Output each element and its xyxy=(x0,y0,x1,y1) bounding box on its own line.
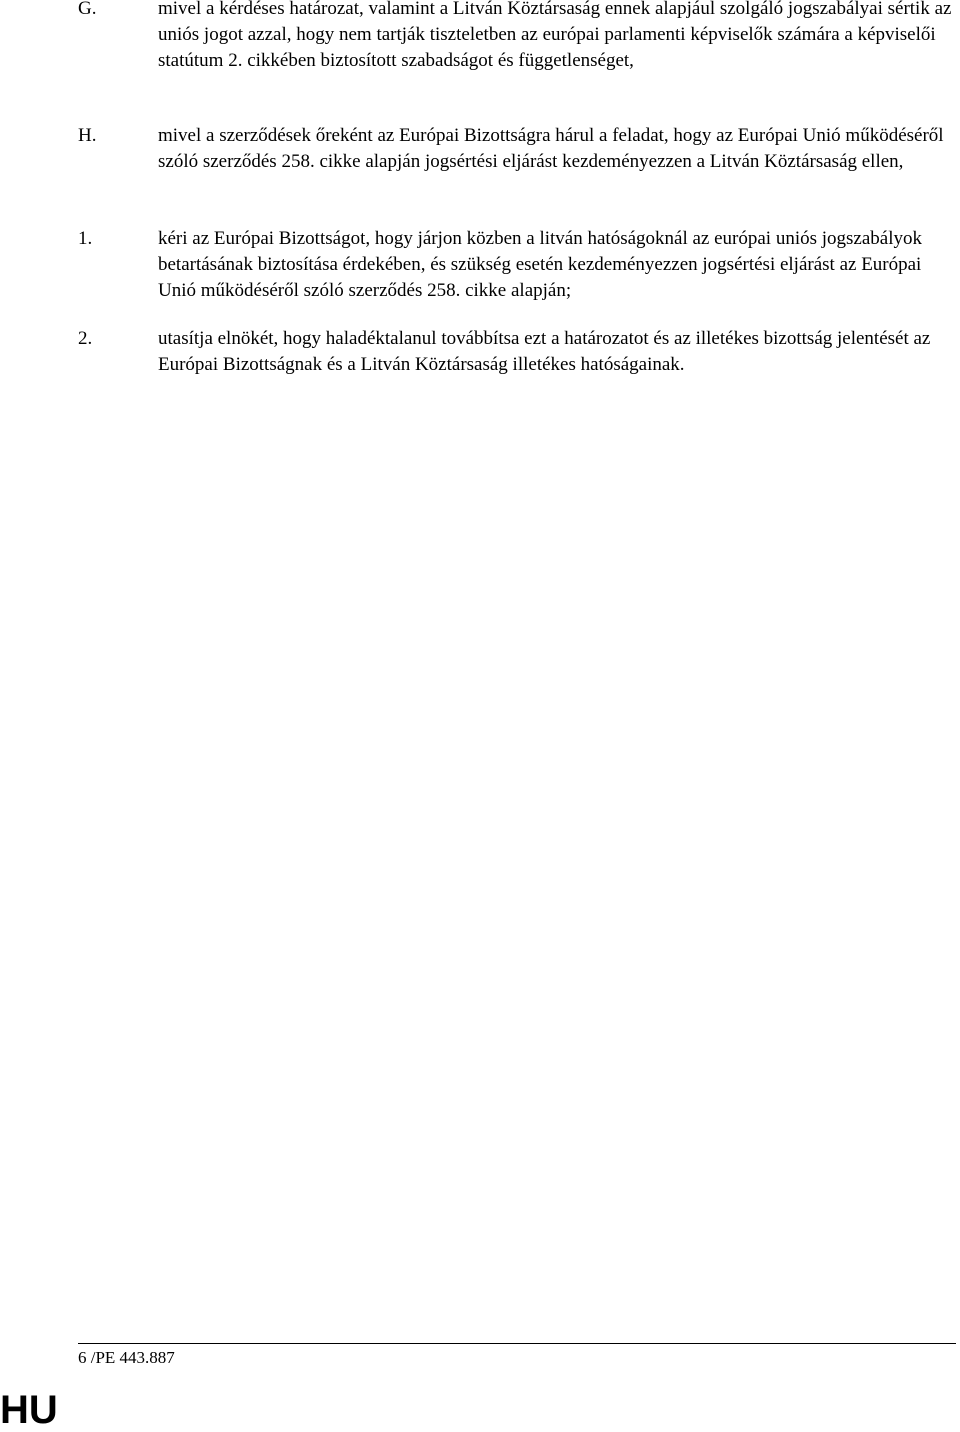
recital-h xyxy=(78,123,958,213)
recital-label: H. xyxy=(78,125,97,146)
language-code: HU xyxy=(0,1388,58,1432)
paragraph-number: 1. xyxy=(78,228,93,249)
paragraph-1 xyxy=(78,226,958,316)
paragraph-text: utasítja elnökét, hogy haladéktalanul továbbítsa ezt a határozatot és az illetékes bizottság jelentését az Európai Bizottságnak és a Litván Köztársaság illetékes hatóságainak. xyxy=(158,328,931,375)
paragraph-2 xyxy=(78,326,958,416)
footer-divider xyxy=(78,1343,956,1344)
recital-label: G. xyxy=(78,0,97,19)
recital-g xyxy=(78,0,958,106)
paragraph-text: kéri az Európai Bizottságot, hogy járjon közben a litván hatóságoknál az európai uniós jogszabályok betartásának biztosítása érdekében, és szükség esetén kezdeményezzen jogsértési eljárást az Európai Unió működéséről szóló szerződés 258. cikke alapján; xyxy=(158,228,922,301)
page-reference: 6 /PE 443.887 xyxy=(78,1348,175,1367)
recital-text: mivel a szerződések őreként az Európai Bizottságra hárul a feladat, hogy az Európai Unió működéséről szóló szerződés 258. cikke alapján jogsértési eljárást kezdeményezzen a Litván Köztársaság ellen, xyxy=(158,125,944,172)
recital-text: mivel a kérdéses határozat, valamint a Litván Köztársaság ennek alapjául szolgáló jogszabályai sértik az uniós jogot azzal, hogy nem tartják tiszteletben az európai parlamenti képviselők számára a képviselői statútum 2. cikkében biztosított szabadságot és függetlenséget, xyxy=(158,0,952,71)
paragraph-number: 2. xyxy=(78,328,93,349)
